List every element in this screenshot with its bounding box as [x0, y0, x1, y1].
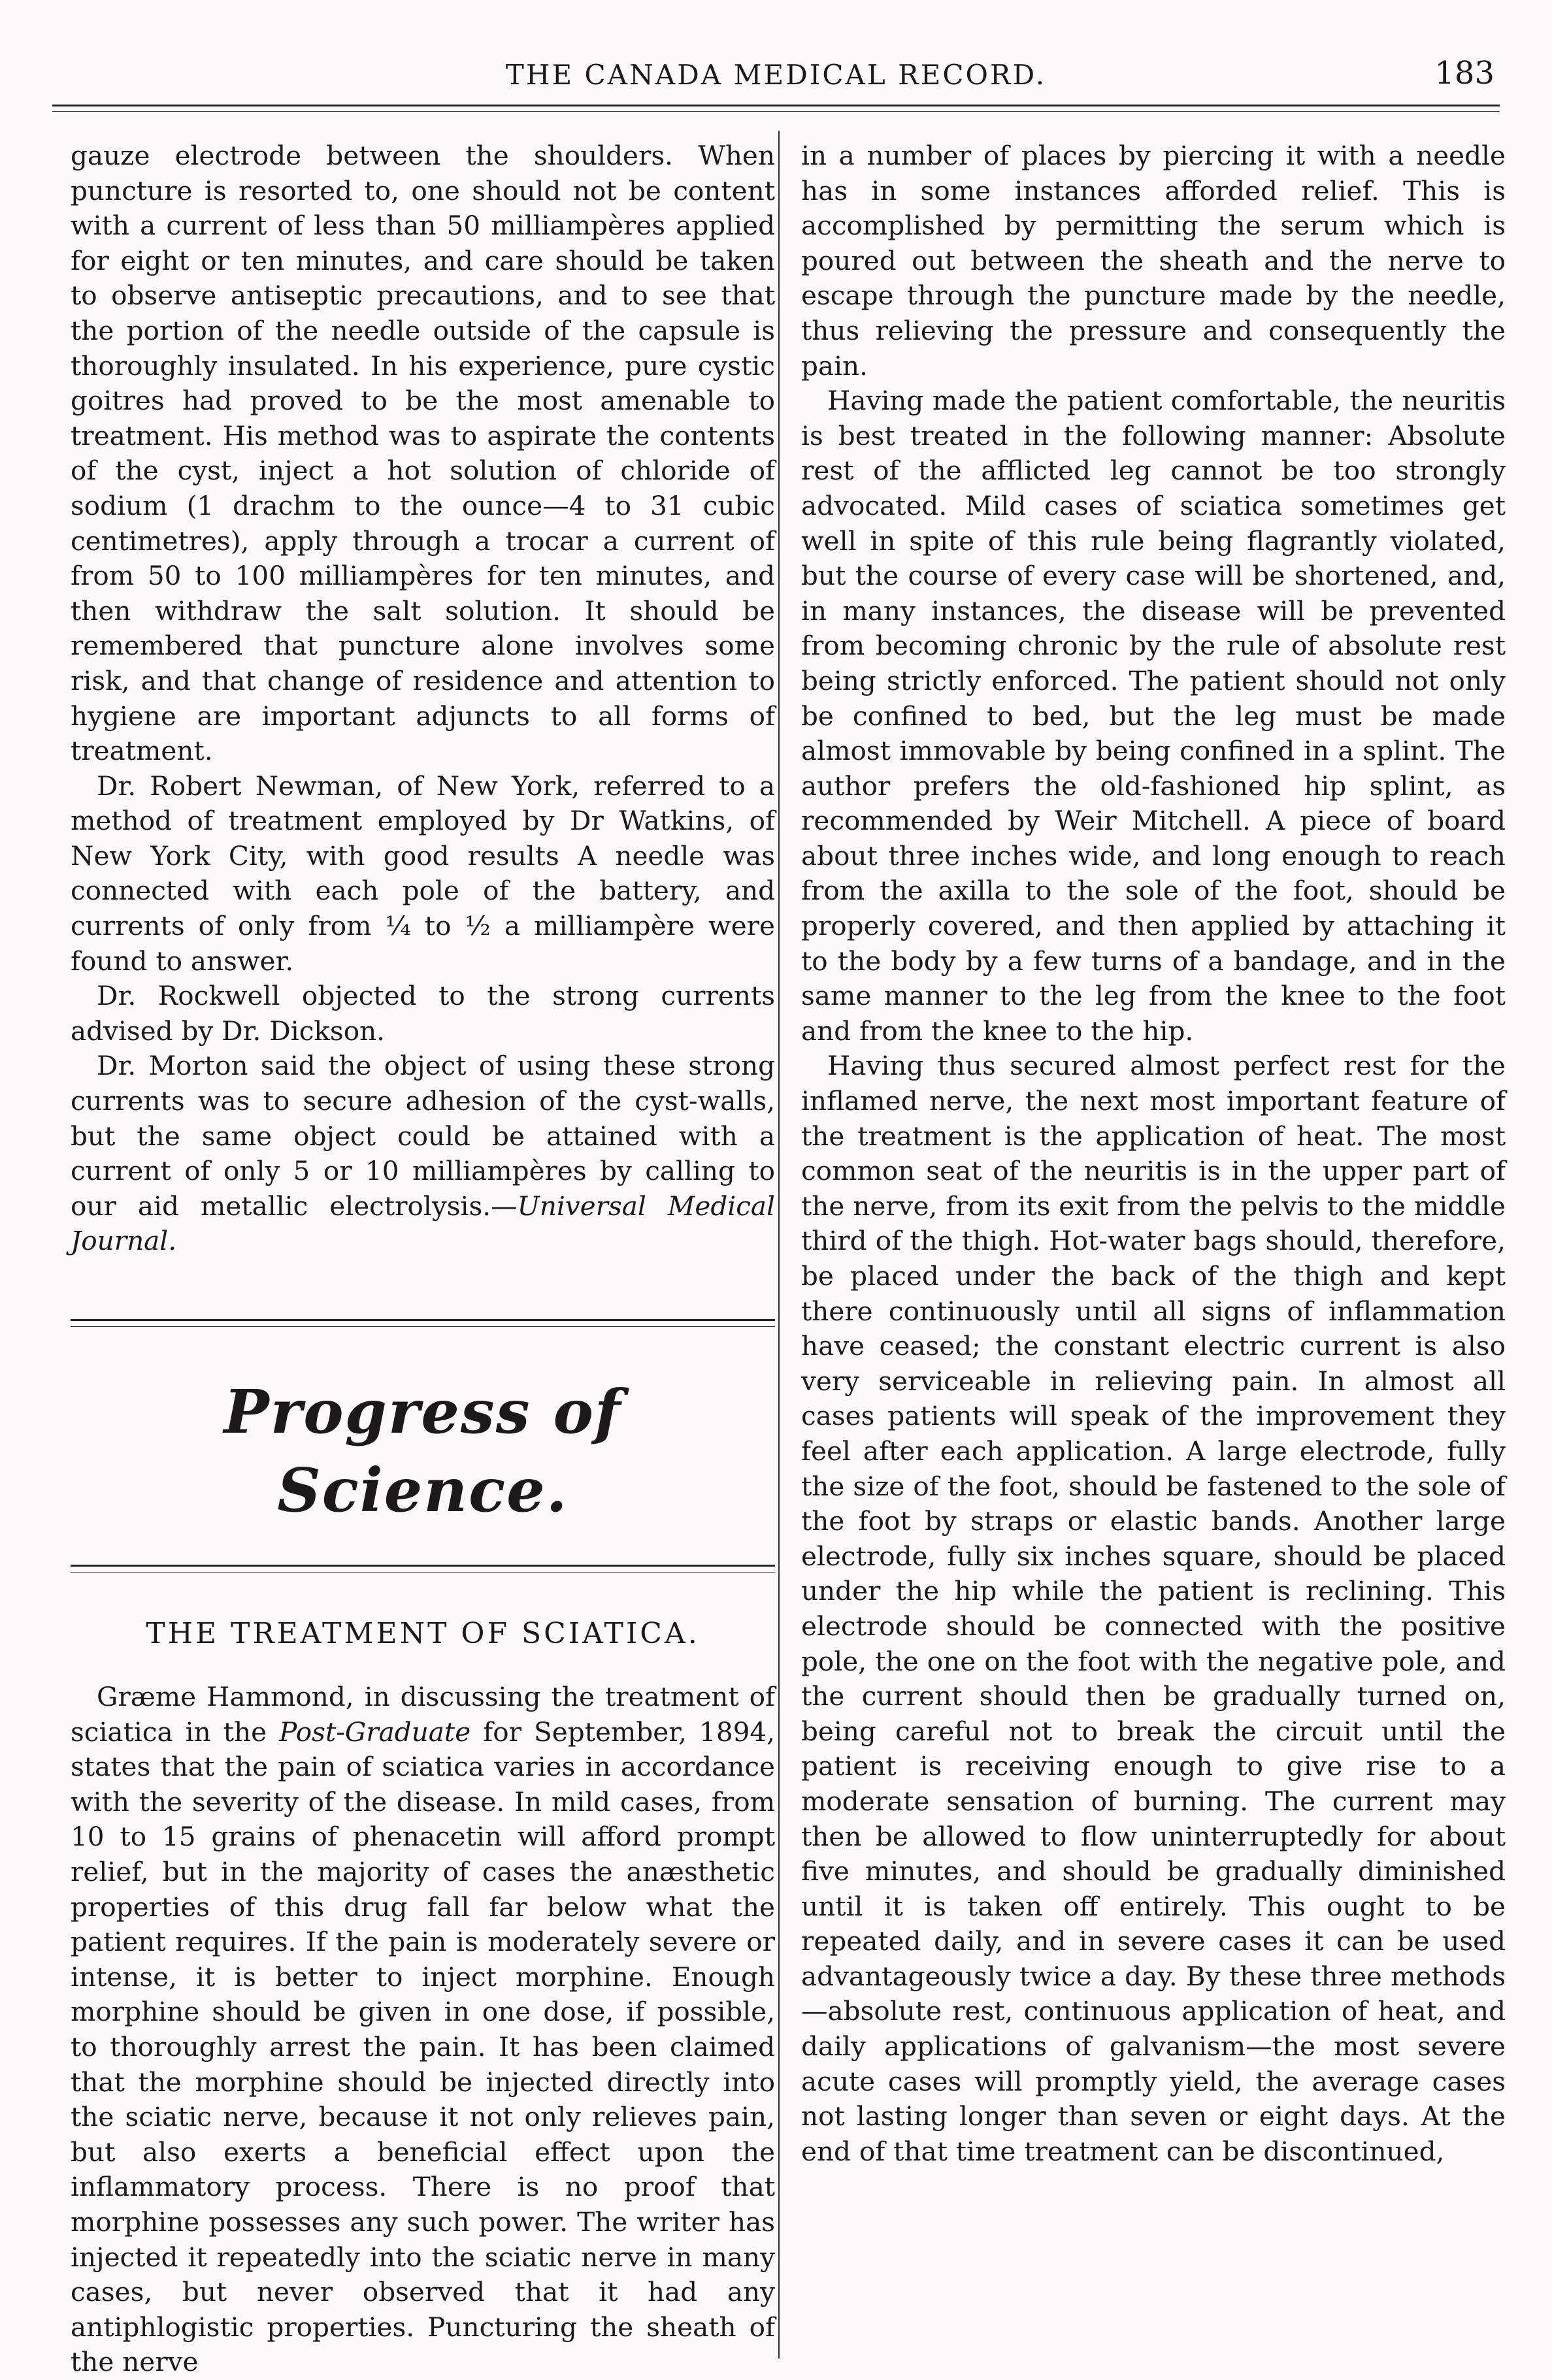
right-column — [801, 139, 1506, 2347]
paragraph: Dr. Rockwell objected to the strong currents advised by Dr. Dickson. — [71, 980, 775, 1047]
paragraph: Having thus secured almost perfect rest for the inflamed nerve, the next most important feature of the treatment is the application of heat. The most common seat of the neuritis is in the upper part of the nerve, from its exit from the pelvis to the middle third of the thigh. Hot-water bags should, therefore, be placed under the back of the thigh and kept there continuously until all signs of inflammation have ceased; the constant electric current is also very serviceable in relieving pain. In almost all cases patients will speak of the improvement they feel after each application. A large electrode, fully the size of the foot, should be fastened to the sole of the foot by straps or elastic bands. Another large electrode, fully six inches square, should be placed under the hip while the patient is reclining. This electrode should be connected with the positive pole, the one on the foot with the negative pole, and the current should then be gradually turned on, being careful not to break the circuit until the patient is receiving enough to give rise to a moderate sensation of burning. The current may then be allowed to flow uninterruptedly for about five minutes, and should be gradually diminished until it is taken off entirely. This ought to be repeated daily, and in severe cases it can be used advantageously twice a day. By these three methods—absolute rest, continuous application of heat, and daily applications of galvanism—the most severe acute cases will promptly yield, the average cases not lasting longer than seven or eight days. At the end of that time treatment can be discontinued, — [801, 1050, 1506, 2167]
section-heading: Progress of Science. — [223, 1377, 622, 1525]
section-rule-top — [71, 1319, 775, 1327]
page-number: 183 — [1434, 55, 1494, 91]
left-column — [71, 139, 775, 2378]
section-rule-bottom — [71, 1565, 775, 1573]
column-divider — [778, 131, 780, 2358]
paragraph: Dr. Robert Newman, of New York, referred to a method of treatment employed by Dr Watkins, of New York City, with good results A needle was connected with each pole of the battery, and currents of only from ¼ to ½ a milliampère were found to answer. — [71, 770, 775, 977]
journal-name: Post-Graduate — [279, 1716, 471, 1748]
paragraph: gauze electrode between the shoulders. When puncture is resorted to, one should not be content with a current of less than 50 milliampères applied for eight or ten minutes, and care should be taken to observe antiseptic precautions, and to see that the portion of the needle outside of the capsule is thoroughly insulated. In his experience, pure cystic goitres had proved to be the most amenable to treatment. His method was to aspirate the contents of the cyst, inject a hot solution of chloride of sodium (1 drachm to the ounce—4 to 31 cubic centimetres), apply through a trocar a current of from 50 to 100 milliampères for ten minutes, and then withdraw the salt solution. It should be remembered that puncture alone involves some risk, and that change of residence and attention to hygiene are important adjuncts to all forms of treatment. — [71, 140, 775, 767]
paragraph-text: for September, 1894, states that the pain of sciatica varies in accordance with the severity of the disease. In mild cases, from 10 to 15 grains of phenacetin will afford prompt relief, but in the majority of cases the anæsthetic properties of this drug fall far below what the patient requires. If the pain is moderately severe or intense, it is better to inject morphine. Enough morphine should be given in one dose, if possible, to thoroughly arrest the pain. It has been claimed that the morphine should be injected directly into the sciatic nerve, because it not only relieves pain, but also exerts a beneficial effect upon the inflammatory process. There is no proof that morphine possesses any such power. The writer has injected it repeatedly into the sciatic nerve in many cases, but never observed that it had any antiphlogistic properties. Puncturing the sheath of the nerve — [71, 1716, 775, 2378]
header-rule — [52, 105, 1500, 106]
paragraph-text: Dr. Morton said the object of using these strong currents was to secure adhesion of the cyst-walls, but the same object could be attained with a current of only 5 or 10 milliampères by calling to our aid metallic electrolysis.— — [71, 1050, 775, 1222]
page-header — [52, 47, 1500, 119]
article-title: THE TREATMENT OF SCIATICA. — [146, 1617, 700, 1650]
paragraph — [71, 1049, 775, 1259]
header-rule-thin — [52, 111, 1500, 112]
paragraph: Having made the patient comfortable, the neuritis is best treated in the following manner: Absolute rest of the afflicted leg cannot be too strongly advocated. Mild cases of sciatica sometimes get well in spite of this rule being flagrantly violated, but the course of every case will be shortened, and, in many instances, the disease will be prevented from becoming chronic by the rule of absolute rest being strictly enforced. The patient should not only be confined to bed, but the leg must be made almost immovable by being confined in a splint. The author prefers the old-fashioned hip splint, as recommended by Weir Mitchell. A piece of board about three inches wide, and long enough to reach from the axilla to the sole of the foot, should be properly covered, and then applied by attaching it to the body by a few turns of a bandage, and in the same manner to the leg from the knee to the foot and from the knee to the hip. — [801, 385, 1506, 1047]
paragraph: in a number of places by piercing it with a needle has in some instances afforded relief. This is accomplished by permitting the serum which is poured out between the sheath and the nerve to escape through the puncture made by the needle, thus relieving the pressure and consequently the pain. — [801, 140, 1506, 382]
running-title: THE CANADA MEDICAL RECORD. — [505, 59, 1047, 91]
paragraph — [71, 1680, 775, 2380]
source-citation: Universal Medical Journal. — [71, 1190, 775, 1257]
paragraph-text: Græme Hammond, in discussing the treatment of sciatica in the — [71, 1681, 775, 1748]
